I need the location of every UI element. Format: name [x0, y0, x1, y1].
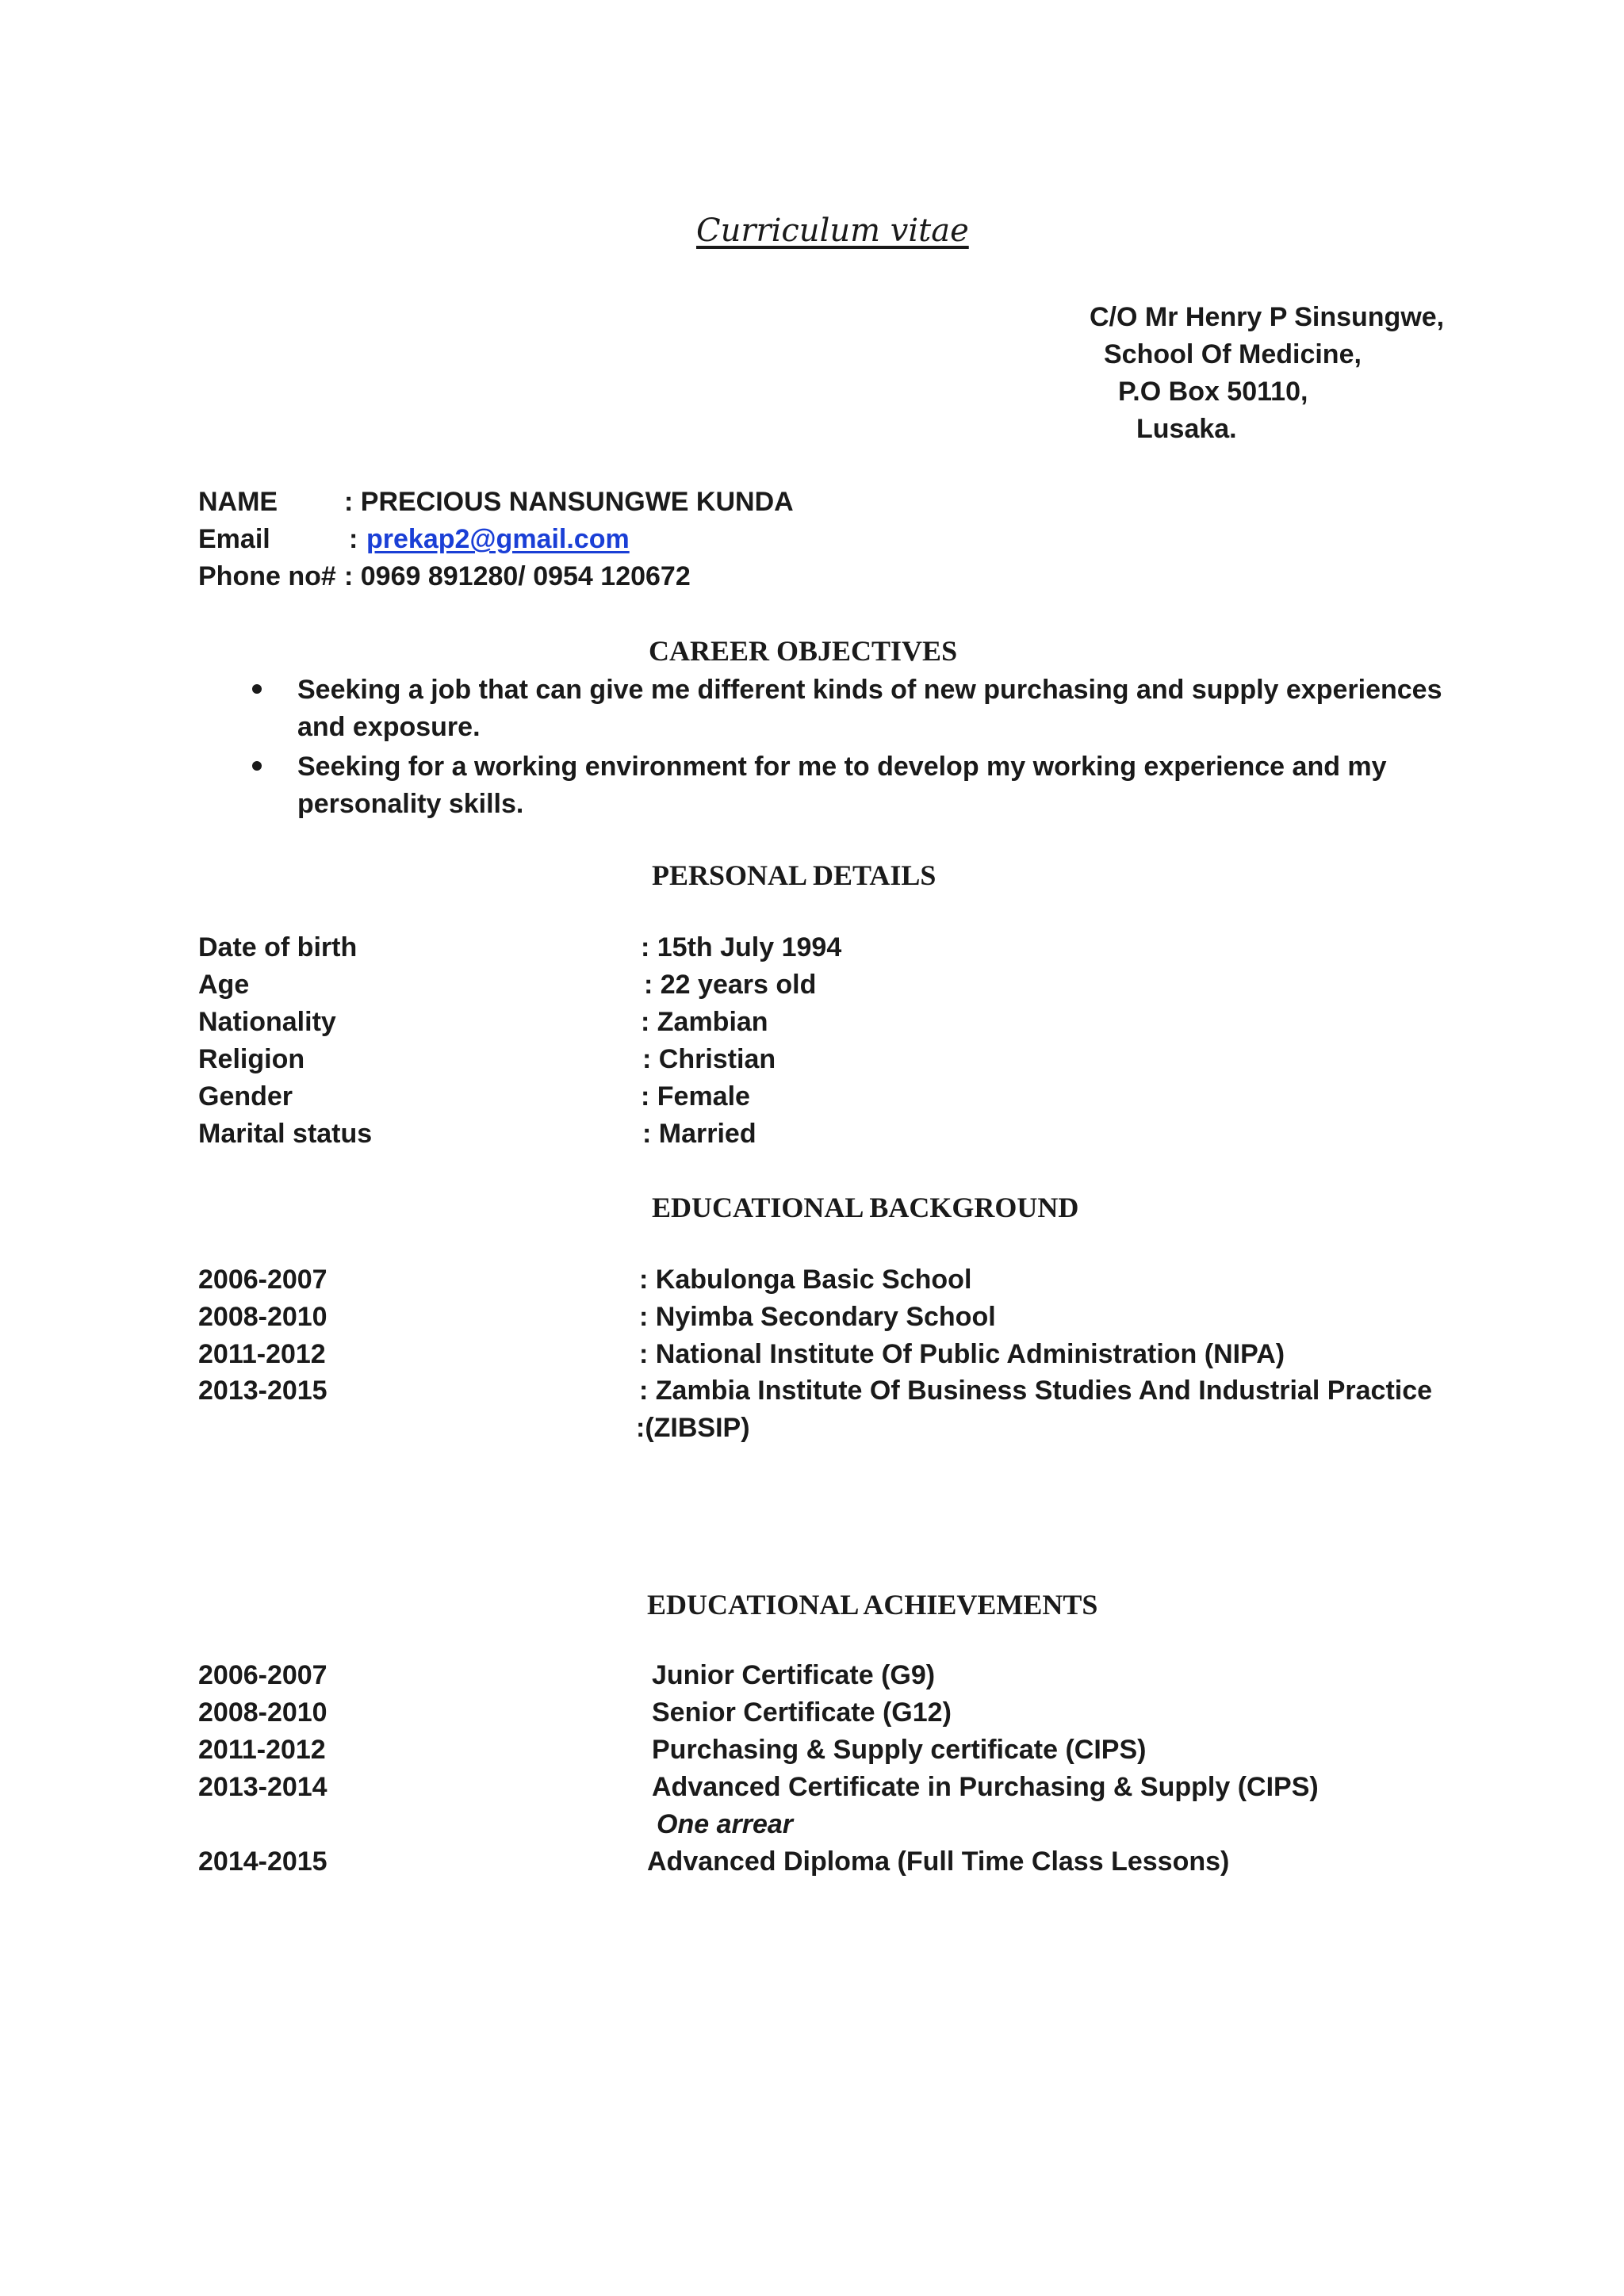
achievement-title: Junior Certificate (G9): [652, 1660, 936, 1690]
educational-background-heading: EDUCATIONAL BACKGROUND: [652, 1192, 1079, 1223]
personal-label: Religion: [198, 1044, 305, 1074]
achievement-title: Advanced Diploma (Full Time Class Lessons): [647, 1846, 1230, 1877]
personal-value: : 22 years old: [644, 970, 817, 1000]
personal-value: : Married: [642, 1119, 756, 1149]
name-label: NAME: [198, 487, 278, 517]
achievement-title: Advanced Certificate in Purchasing & Supply (CIPS): [652, 1772, 1319, 1802]
background-years: 2013-2015: [198, 1376, 327, 1406]
background-school: : Kabulonga Basic School: [639, 1265, 972, 1295]
educational-achievements-heading: EDUCATIONAL ACHIEVEMENTS: [647, 1589, 1098, 1621]
achievement-years: 2014-2015: [198, 1846, 327, 1877]
achievement-years: 2008-2010: [198, 1697, 327, 1728]
objective-1-line-1: Seeking a job that can give me different kinds of new purchasing and supply experiences: [297, 675, 1442, 705]
background-years: 2011-2012: [198, 1339, 326, 1369]
personal-value: : Zambian: [641, 1007, 768, 1037]
personal-label: Age: [198, 970, 250, 1000]
phone-value: : 0969 891280/ 0954 120672: [344, 561, 691, 591]
personal-details-heading: PERSONAL DETAILS: [652, 859, 936, 891]
document-title: Curriculum vitae: [696, 212, 969, 249]
email-colon: :: [349, 524, 358, 554]
address-line-2: School Of Medicine,: [1104, 339, 1362, 369]
personal-label: Gender: [198, 1081, 293, 1112]
background-school: : Nyimba Secondary School: [639, 1302, 996, 1332]
address-line-3: P.O Box 50110,: [1118, 377, 1308, 407]
background-years: 2008-2010: [198, 1302, 327, 1332]
achievement-years: 2013-2014: [198, 1772, 327, 1802]
name-value: : PRECIOUS NANSUNGWE KUNDA: [344, 487, 794, 517]
background-school: : National Institute Of Public Administration (NIPA): [639, 1339, 1285, 1369]
phone-label: Phone no#: [198, 561, 336, 591]
background-years: 2006-2007: [198, 1265, 327, 1295]
email-link[interactable]: prekap2@gmail.com: [366, 524, 630, 554]
bullet-icon: [252, 761, 262, 771]
objective-1-line-2: and exposure.: [297, 712, 481, 742]
personal-value: : Female: [641, 1081, 750, 1112]
objective-2-line-1: Seeking for a working environment for me to develop my working experience and my: [297, 752, 1387, 782]
achievement-title: Purchasing & Supply certificate (CIPS): [652, 1735, 1147, 1765]
personal-value: : Christian: [642, 1044, 776, 1074]
achievement-years: 2006-2007: [198, 1660, 327, 1690]
achievement-years: 2011-2012: [198, 1735, 326, 1765]
address-line-1: C/O Mr Henry P Sinsungwe,: [1090, 302, 1445, 332]
personal-label: Nationality: [198, 1007, 336, 1037]
personal-value: : 15th July 1994: [641, 932, 842, 962]
achievement-title: Senior Certificate (G12): [652, 1697, 952, 1728]
career-objectives-heading: CAREER OBJECTIVES: [649, 635, 958, 667]
background-school: : Zambia Institute Of Business Studies And Industrial Practice: [639, 1376, 1433, 1406]
address-line-4: Lusaka.: [1136, 414, 1237, 444]
background-school-continuation: :(ZIBSIP): [636, 1413, 750, 1443]
objective-2-line-2: personality skills.: [297, 789, 524, 819]
personal-label: Marital status: [198, 1119, 373, 1149]
achievement-note: One arrear: [657, 1809, 793, 1839]
personal-label: Date of birth: [198, 932, 358, 962]
bullet-icon: [252, 684, 262, 694]
email-label: Email: [198, 524, 270, 554]
